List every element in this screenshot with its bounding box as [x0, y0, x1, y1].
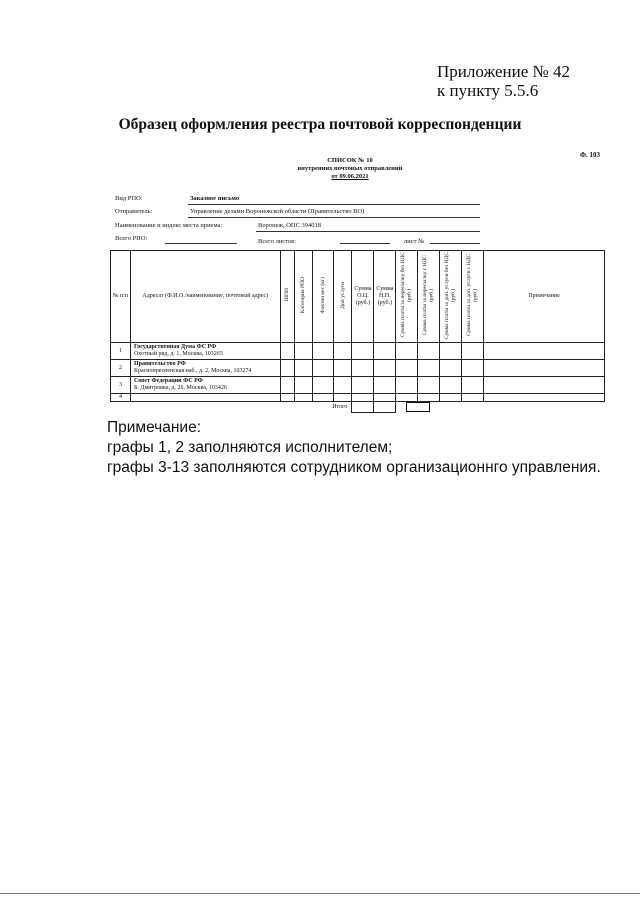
header-shpi: ШПИ	[280, 251, 294, 343]
total-fee-box	[396, 402, 440, 413]
header-services-no-vat: Сумма платы за доп. услуги без НДС (руб.)	[440, 251, 462, 343]
row-num: 3	[111, 377, 131, 394]
header-num: № п/п	[111, 251, 131, 343]
row-num: 4	[111, 394, 131, 402]
recipient-name: Государственная Дума ФС РФ	[133, 344, 217, 350]
appendix-line-1: Приложение № 42	[437, 62, 570, 81]
notes-section	[107, 418, 601, 478]
header-weight: Фактич вес (кг)	[312, 251, 334, 343]
notes-line-1: графы 1, 2 заполняются исполнителем;	[107, 439, 393, 456]
sender-value: Управление делами Воронежской области (Правительство ВО)	[190, 208, 365, 215]
header-fee-no-vat: Сумма платы за пересылку без НДС (руб.)	[396, 251, 418, 343]
sender-underline	[188, 217, 480, 218]
header-services-vat: Сумма платы за доп. услуги с НДС (руб.)	[462, 251, 484, 343]
place-label: Наименование и индекс места приема:	[115, 222, 223, 229]
row-address	[130, 377, 280, 394]
header-extra: Доп услуги	[334, 251, 352, 343]
document-title: Образец оформления реестра почтовой корреспонденции	[118, 116, 522, 133]
sender-label: Отправитель:	[115, 208, 153, 215]
list-title: СПИСОК № 10	[327, 157, 373, 164]
header-note: Примечание	[484, 251, 605, 343]
header-address: Адресат (Ф.И.О./наименование, почтовый адрес)	[130, 251, 280, 343]
rpo-type-label: Вид РПО:	[115, 195, 143, 202]
row-num: 2	[111, 360, 131, 377]
table-row	[111, 360, 605, 377]
place-underline	[256, 231, 480, 232]
header-category: Категория РПО	[294, 251, 312, 343]
rpo-type-underline	[188, 204, 480, 205]
recipient-name: Правительство РФ	[133, 361, 186, 367]
rpo-type-value: Заказное письмо	[190, 195, 240, 202]
total-sheets-label: Всего листов:	[258, 238, 297, 245]
appendix-reference	[437, 62, 570, 100]
place-value: Воронеж, ОПС 394018	[258, 222, 322, 229]
total-label: Итого	[332, 403, 348, 410]
total-sheets-underline	[340, 243, 390, 244]
notes-line-2: графы 3-13 заполняются сотрудником организационнго управления.	[107, 459, 601, 476]
recipient-address: Б. Дмитровка, д. 26, Москва, 103426	[133, 385, 227, 391]
total-rpo-underline	[165, 243, 237, 244]
total-rpo-label: Всего РПО:	[115, 235, 148, 242]
list-heading	[250, 157, 450, 181]
page-bottom-divider	[0, 893, 640, 894]
sheet-number-underline	[430, 243, 480, 244]
notes-heading: Примечание:	[107, 419, 202, 436]
header-sum-np: Сумма Н.П. (руб.)	[374, 251, 396, 343]
form-code: Ф. 103	[580, 151, 601, 159]
registry-table	[110, 250, 605, 413]
total-sum-oc	[352, 402, 374, 413]
header-fee-vat: Сумма платы за пересылку с НДС (руб.)	[418, 251, 440, 343]
sheet-number-label: лист №	[404, 238, 425, 245]
list-subtitle: внутренних почтовых отправлений	[297, 165, 403, 172]
recipient-name: Совет Федерации ФС РФ	[133, 378, 203, 384]
total-row	[111, 402, 605, 413]
recipient-address: Краснопресненская наб., д. 2, Москва, 103274	[133, 368, 252, 374]
total-sum-np	[374, 402, 396, 413]
row-num: 1	[111, 343, 131, 360]
table-row	[111, 394, 605, 402]
recipient-address: Охотный ряд, д. 1, Москва, 103265	[133, 351, 223, 357]
row-address	[130, 360, 280, 377]
row-address	[130, 343, 280, 360]
header-sum-oc: Сумма О.Ц. (руб.)	[352, 251, 374, 343]
table-header-row	[111, 251, 605, 343]
appendix-line-2: к пункту 5.5.6	[437, 81, 539, 100]
table-row	[111, 377, 605, 394]
list-date: от 09.06.2021	[331, 173, 369, 180]
table-row	[111, 343, 605, 360]
